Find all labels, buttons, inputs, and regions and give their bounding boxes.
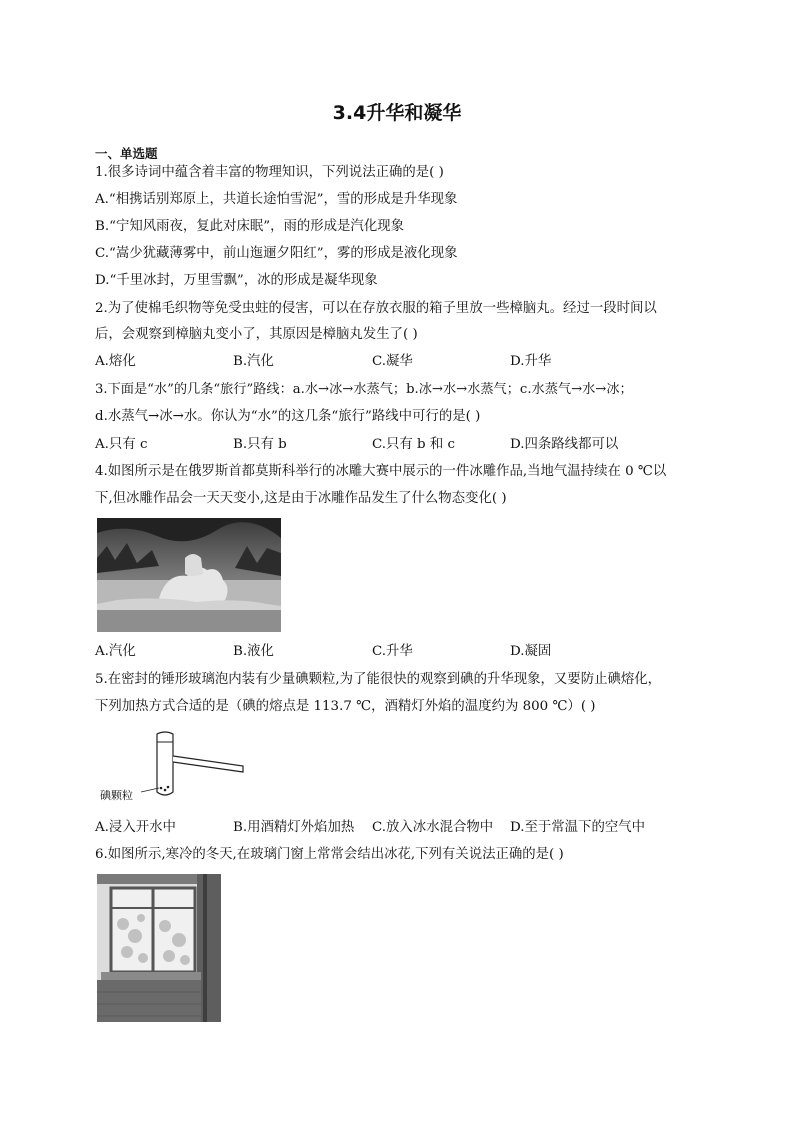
- question-6-stem: 6.如图所示,寒冷的冬天,在玻璃门窗上常常会结出冰花,下列有关说法正确的是( ): [95, 847, 564, 862]
- question-5-stem-line-2: 下列加热方式合适的是（碘的熔点是 113.7 ℃，酒精灯外焰的温度约为 800 ℃）( ): [95, 699, 596, 714]
- frosted-window-photo: [97, 874, 221, 1022]
- question-1-option-b: B.“宁知风雨夜，复此对床眠”，雨的形成是汽化现象: [95, 219, 404, 234]
- question-2-option-b: B.汽化: [233, 354, 274, 369]
- question-5-option-a: A.浸入开水中: [95, 820, 176, 835]
- question-2-option-d: D.升华: [510, 354, 552, 369]
- question-5-option-d: D.至于常温下的空气中: [510, 820, 646, 835]
- question-2-option-a: A.熔化: [95, 354, 136, 369]
- question-2-option-c: C.凝华: [372, 354, 413, 369]
- question-4-option-d: D.凝固: [510, 644, 552, 659]
- question-1-option-c: C.“嵩少犹藏薄雾中，前山迤逦夕阳红”，雾的形成是液化现象: [95, 246, 458, 261]
- question-2-stem-line-2: 后，会观察到樟脑丸变小了，其原因是樟脑丸发生了( ): [95, 327, 418, 342]
- question-3-option-a: A.只有 c: [95, 437, 148, 452]
- question-4-option-c: C.升华: [372, 644, 413, 659]
- question-1-option-a: A.“相携话别郑原上，共道长途怕雪泥”，雪的形成是升华现象: [95, 192, 458, 207]
- question-4-stem-line-2: 下,但冰雕作品会一天天变小,这是由于冰雕作品发生了什么物态变化( ): [95, 491, 507, 506]
- question-4-option-b: B.液化: [233, 644, 274, 659]
- question-4-option-a: A.汽化: [95, 644, 136, 659]
- question-5-stem-line-1: 5.在密封的锤形玻璃泡内装有少量碘颗粒,为了能很快的观察到碘的升华现象，又要防止碘熔化，: [95, 672, 662, 687]
- question-3-option-c: C.只有 b 和 c: [372, 437, 456, 452]
- ice-sculpture-photo: [97, 518, 281, 632]
- question-5-option-b: B.用酒精灯外焰加热: [233, 820, 355, 835]
- question-3-stem-line-2: d.水蒸气→冰→水。你认为“水”的这几条“旅行”路线中可行的是( ): [95, 409, 481, 424]
- question-3-option-b: B.只有 b: [233, 437, 287, 452]
- question-1-option-d: D.“千里冰封，万里雪飘”，冰的形成是凝华现象: [95, 273, 378, 288]
- question-5-option-c: C.放入冰水混合物中: [372, 820, 494, 835]
- question-3-stem-line-1: 3.下面是“水”的几条“旅行”路线：a.水→冰→水蒸气；b.冰→水→水蒸气；c.水蒸气→水→冰；: [95, 382, 633, 397]
- page-title: 3.4升华和凝华: [332, 102, 462, 124]
- section-heading: 一、单选题: [95, 146, 158, 161]
- question-4-stem-line-1: 4.如图所示是在俄罗斯首都莫斯科举行的冰雕大赛中展示的一件冰雕作品,当地气温持续在 0 ℃以: [95, 464, 667, 479]
- iodine-label: 碘颗粒: [100, 789, 133, 802]
- question-1-stem: 1.很多诗词中蕴含着丰富的物理知识，下列说法正确的是( ): [95, 165, 444, 180]
- question-3-option-d: D.四条路线都可以: [510, 437, 619, 452]
- question-2-stem-line-1: 2.为了使棉毛织物等免受虫蛀的侵害，可以在存放衣服的箱子里放一些樟脑丸。经过一段时间以: [95, 301, 657, 316]
